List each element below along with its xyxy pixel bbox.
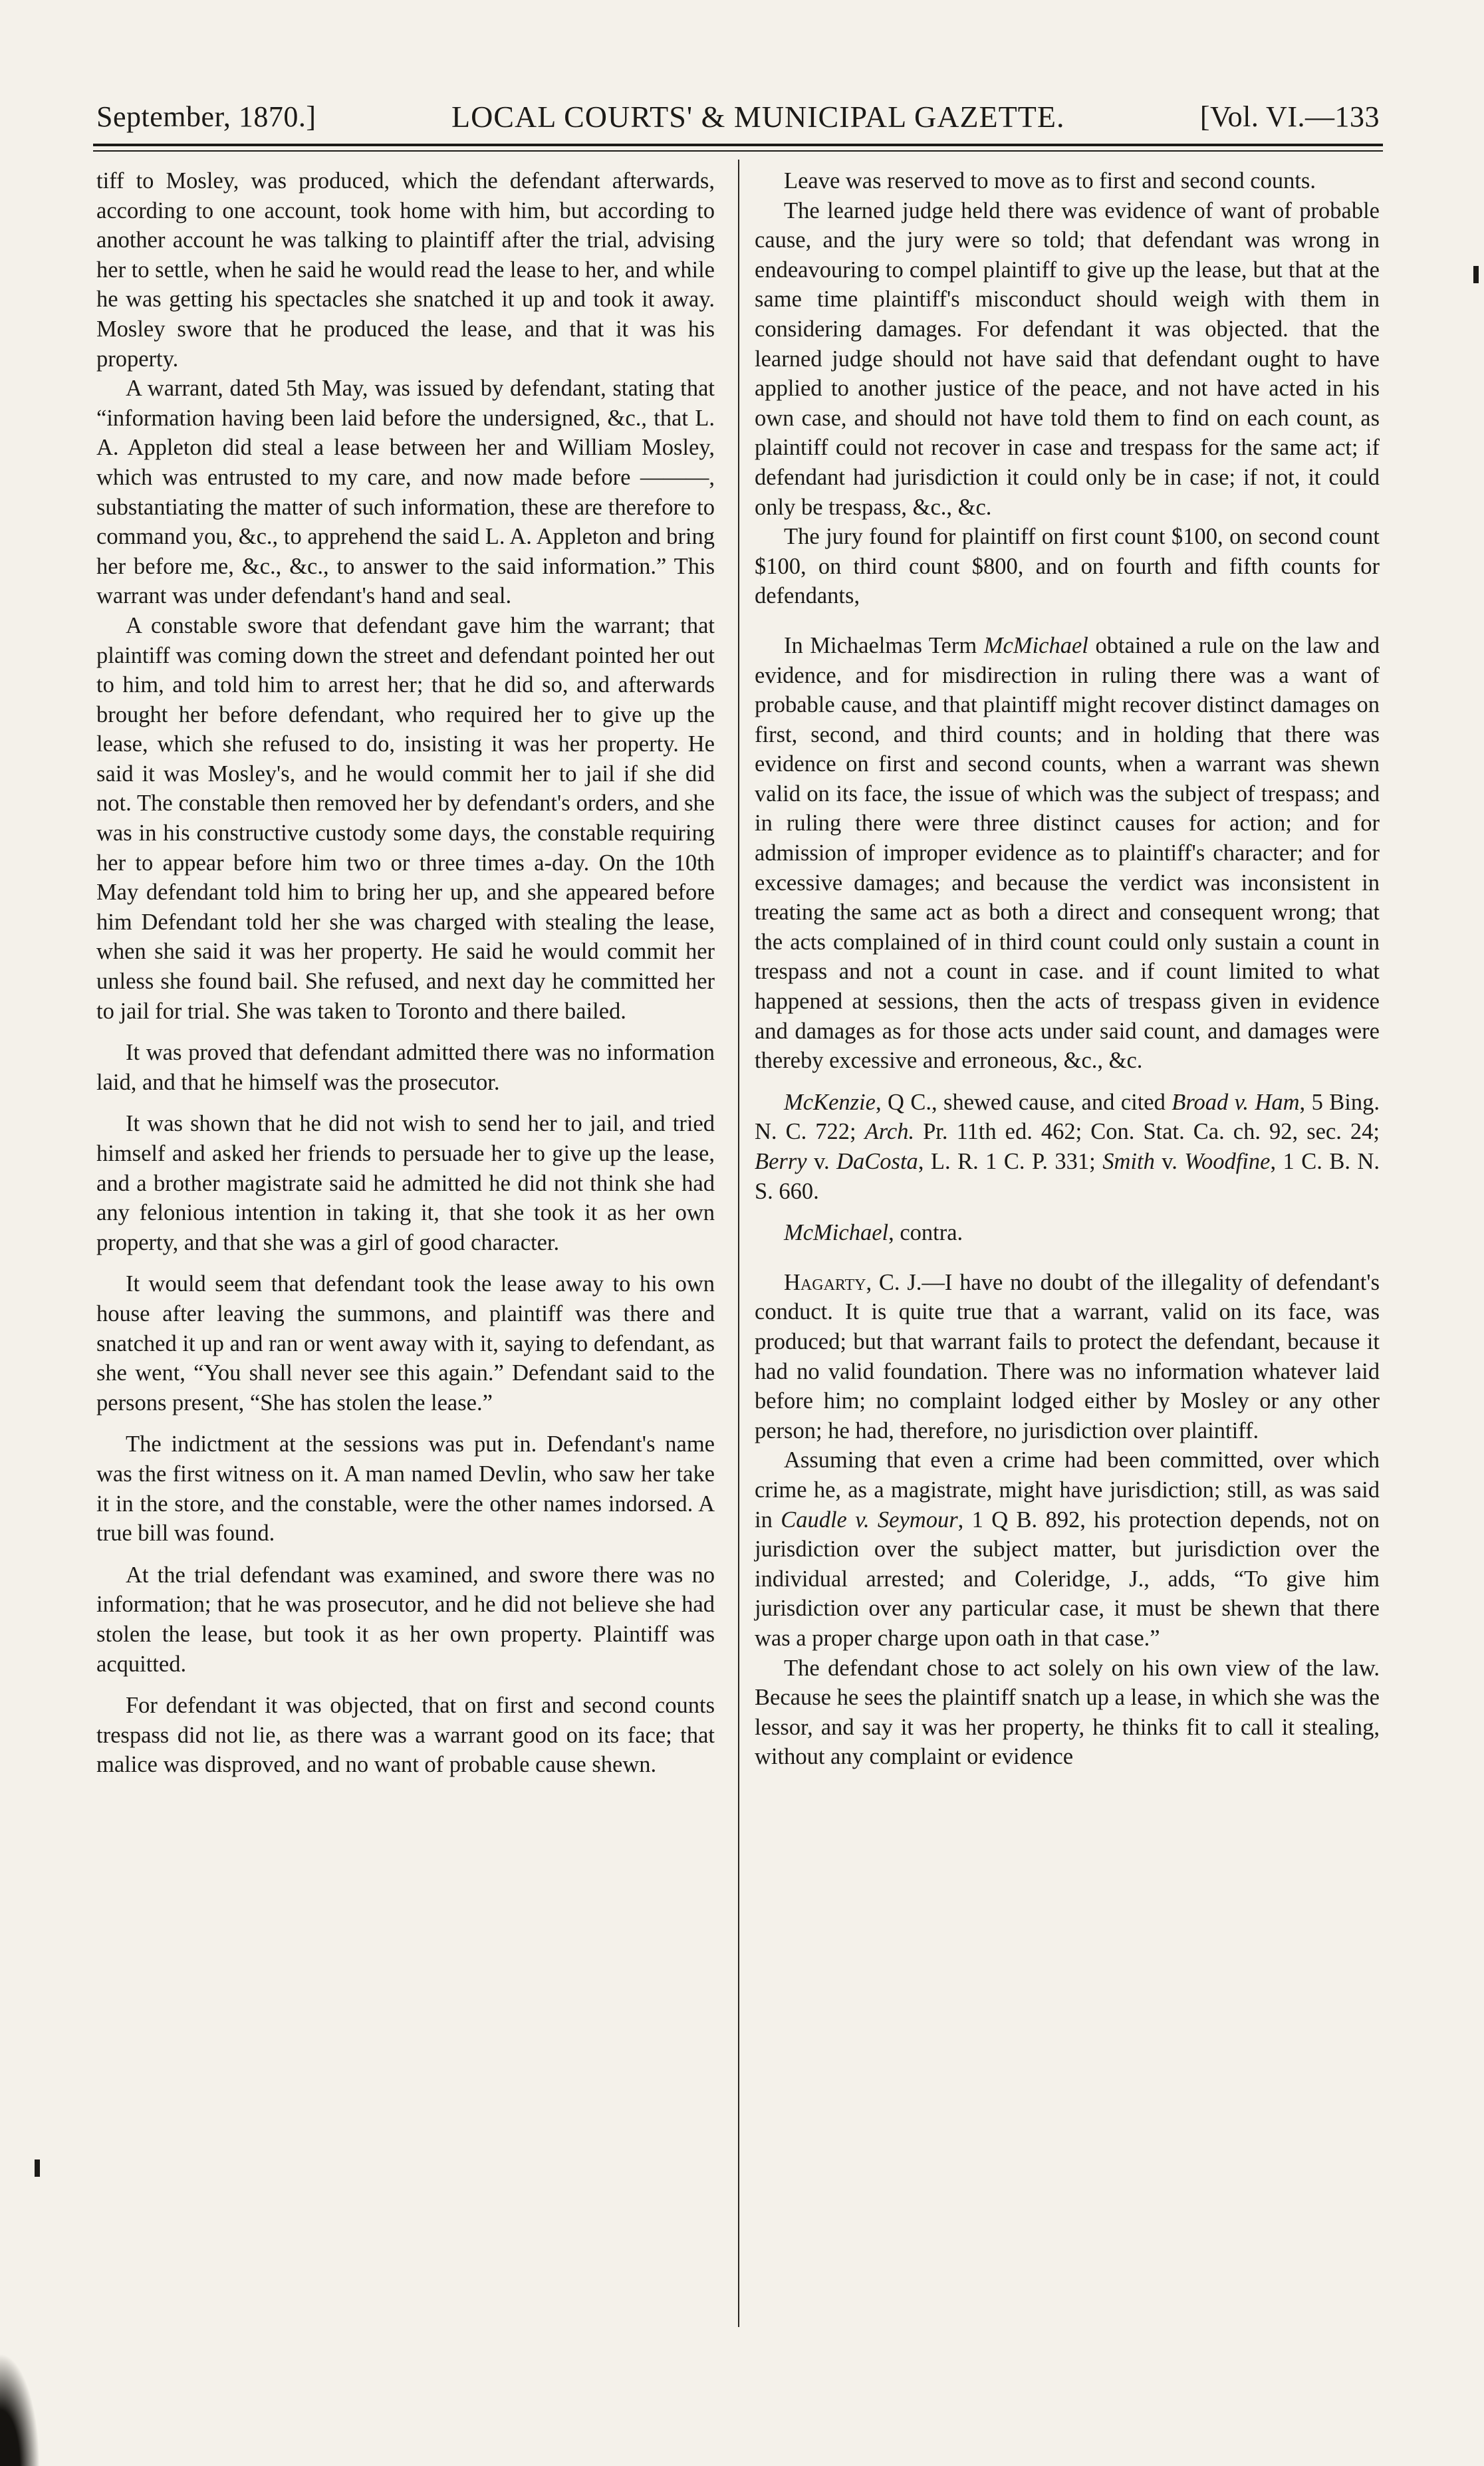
case-citation: Woodfine (1184, 1149, 1271, 1174)
margin-mark (1473, 266, 1479, 283)
case-citation: Berry (755, 1149, 807, 1174)
case-citation: Smith (1102, 1149, 1155, 1174)
text-run: , contra. (888, 1220, 963, 1246)
paragraph (755, 1445, 1380, 1653)
paragraph: The learned judge held there was evidence of want of probable cause, and the jury were so told; that defendant was wrong in endeavouring to compel plaintiff to give up the lease, but that at the same time plaintiff's misconduct should weigh with them in considering damages. For defendant it was objected. that the learned judge should not have said that defendant ought to have applied to another justice of the peace, and not have acted in his own case, and should not have told them to find on each count, as plaintiff could not recover in case and trespass for the same act; if defendant had jurisdiction it could only be in case; if not, it could only be trespass, &c., &c. (755, 197, 1380, 520)
paragraph (755, 1268, 1380, 1446)
paragraph: The defendant chose to act solely on his own view of the law. Because he sees the plaintiff snatch up a lease, in which she was the lessor, and say it was her property, he thinks fit to call it stealing, without any complaint or evidence (755, 1655, 1380, 1770)
paragraph: It would seem that defendant took the lease away to his own house after leaving the summons, and plaintiff was there and snatched it up and ran or went away with it, saying to defendant, as she went, “You shall never see this again.” Defendant said to the persons present, “She has stolen the lease.” (96, 1271, 715, 1416)
case-citation: Caudle v. Seymour (781, 1507, 958, 1533)
party-name: McMichael (983, 632, 1088, 658)
paragraph: It was shown that he did not wish to send her to jail, and tried himself and asked her friends to persuade her to give up the lease, and a brother magistrate said he admitted he did not think she had any felonious intention in taking it, that she took it as her own property, and that she was a girl of good character. (96, 1111, 715, 1255)
text-run: Assuming that even a crime had been committed, over which crime he, as a magistrate, might have jurisdiction; still, as was said in (755, 1447, 1380, 1533)
paragraph: For defendant it was objected, that on first and second counts trespass did not lie, as there was a warrant good on its face; that malice was disproved, and no want of probable cause shewn. (96, 1693, 715, 1778)
right-column (755, 166, 1380, 1772)
header-rule-thin (93, 150, 1383, 152)
counsel-name: McMichael (784, 1220, 889, 1246)
case-citation: Broad v. Ham (1172, 1089, 1300, 1115)
margin-mark (35, 2159, 40, 2177)
page-corner-blot (0, 2353, 40, 2466)
text-run: , 1 Q B. 892, his protection depends, not on jurisdiction over the subject matter, but jurisdiction over the individual arrested; and Coleridge, J., adds, “To give him jurisdiction over any particular case, it must be shewn that there was a proper charge upon oath in that case.” (755, 1507, 1380, 1651)
paragraph (755, 1218, 1380, 1248)
issue-date: September, 1870.] (96, 100, 316, 133)
text-run: obtained a rule on the law and evidence, and for misdirection in ruling there was a want of probable cause, and that plaintiff might recover distinct damages on first, second, and third counts; and in holding that there was evidence on first and second counts, when a warrant was shewn valid on its face, the issue of which was the subject of trespass; and in ruling there were three distinct causes for action; and for admission of improper evidence as to plaintiff's character; and for excessive damages; and because the verdict was inconsistent in treating the same act as both a direct and consequent wrong; that the acts complained of in third count could only sustain a count in trespass and not a count in case. and if count limited to what happened at sessions, then the acts of trespass given in evidence and damages as for those acts under said count, and damages were thereby excessive and erroneous, &c., &c. (755, 632, 1380, 1074)
paragraph: The indictment at the sessions was put in. Defendant's name was the first witness on it. A man named Devlin, who saw her take it in the store, and the constable, were the other names indorsed. A true bill was found. (96, 1431, 715, 1546)
text-run: v. (1154, 1149, 1185, 1174)
text-run: Pr. 11th ed. 462; Con. Stat. Ca. ch. 92, sec. 24; (914, 1119, 1380, 1145)
judge-name: Hagarty (784, 1269, 866, 1295)
text-run: , Q C., shewed cause, and cited (875, 1089, 1172, 1115)
column-divider (738, 160, 739, 2327)
left-column (96, 166, 715, 1780)
case-citation: DaCosta (836, 1149, 918, 1174)
paragraph (755, 1088, 1380, 1206)
text-run: v. (806, 1149, 837, 1174)
paragraph: A warrant, dated 5th May, was issued by defendant, stating that “information having been laid before the undersigned, &c., that L. A. Appleton did steal a lease between her and William Mosley, which was entrusted to my care, and now made before ———, substantiating the matter of such information, these are therefore to command you, &c., to apprehend the said L. A. Appleton and bring her before me, &c., &c., to answer to the said information.” This warrant was under defendant's hand and seal. (96, 376, 715, 609)
page-header (96, 93, 1380, 140)
text-run: , 5 Bing. N. C. 722; (755, 1089, 1380, 1145)
counsel-name: McKenzie (784, 1089, 876, 1115)
text-run: , L. R. 1 C. P. 331; (918, 1149, 1103, 1174)
citation-abbrev: Arch. (864, 1119, 915, 1145)
paragraph: The jury found for plaintiff on first count $100, on second count $100, on third count $800, and on fourth and fifth counts for defendants, (755, 524, 1380, 609)
paragraph: It was proved that defendant admitted there was no information laid, and that he himself was the prosecutor. (96, 1040, 715, 1095)
paragraph: tiff to Mosley, was produced, which the defendant afterwards, according to one account, took home with him, but according to another account he was talking to plaintiff after the trial, advising her to settle, when he said he would read the lease to her, and while he was getting his spectacles she snatched it up and took it away. Mosley swore that he produced the lease, and that it was his property. (96, 168, 715, 372)
text-run: , C. J.—I have no doubt of the illegality of defendant's conduct. It is quite true that a warrant, valid on its face, was produced; but that warrant fails to protect the defendant, because it had no valid foundation. There was no information whatever laid before him; no complaint lodged either by Mosley or any other person; he had, therefore, no jurisdiction over plaintiff. (755, 1269, 1380, 1443)
paragraph: Leave was reserved to move as to first and second counts. (784, 168, 1316, 193)
text-run: , 1 C. B. N. S. 660. (755, 1149, 1380, 1204)
publication-title: LOCAL COURTS' & MUNICIPAL GAZETTE. (451, 99, 1065, 134)
header-rule-thick (93, 144, 1383, 146)
volume-page-number: [Vol. VI.—133 (1199, 100, 1380, 133)
text-run: In Michaelmas Term (784, 632, 984, 658)
paragraph: A constable swore that defendant gave him the warrant; that plaintiff was coming down the street and defendant pointed her out to him, and told him to arrest her; that he did so, and afterwards brought her before defendant, who required her to give up the lease, which she refused to do, insisting it was her property. He said it was Mosley's, and he would commit her to jail if she did not. The constable then removed her by defendant's orders, and she was in his constructive custody some days, the constable requiring her to appear before him two or three times a-day. On the 10th May defendant told him to bring her up, and she appeared before him Defendant told her she was charged with stealing the lease, when she said it was her property. He said he would commit her unless she found bail. She refused, and next day he committed her to jail for trial. She was taken to Toronto and there bailed. (96, 612, 715, 1024)
paragraph: At the trial defendant was examined, and swore there was no information; that he was prosecutor, and he did not believe she had stolen the lease, but took it as her own property. Plaintiff was acquitted. (96, 1562, 715, 1677)
paragraph (755, 631, 1380, 1076)
